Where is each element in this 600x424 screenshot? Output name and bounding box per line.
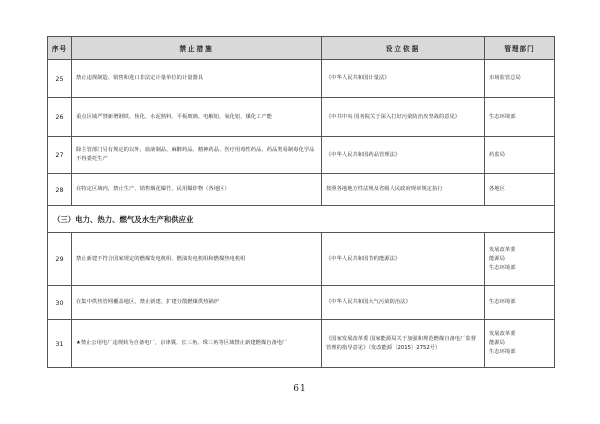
row-dept xyxy=(485,320,555,368)
row-dept: 市场监管总局 xyxy=(485,60,555,98)
table-row xyxy=(48,137,555,174)
row-number: 29 xyxy=(48,233,72,286)
section-heading-row xyxy=(48,206,555,233)
row-dept: 生态环境部 xyxy=(485,98,555,137)
table-row xyxy=(48,286,555,320)
row-number: 30 xyxy=(48,286,72,320)
header-basis: 设立依据 xyxy=(322,37,485,60)
table-row xyxy=(48,320,555,368)
section-title: （三）电力、热力、燃气及水生产和供应业 xyxy=(48,206,555,233)
row-number: 26 xyxy=(48,98,72,137)
row-measure: 在特定区域内，禁止生产、销售烟花爆竹、民用爆炸物（各地区） xyxy=(72,174,322,206)
row-dept xyxy=(485,286,555,320)
header-dept: 管理部门 xyxy=(485,37,555,60)
row-measure: ★禁止公用电厂违规转为自备电厂，京津冀、长三角、珠三角等区域禁止新建燃煤自备电厂 xyxy=(72,320,322,368)
header-no: 序号 xyxy=(48,37,72,60)
row-number: 25 xyxy=(48,60,72,98)
table-row xyxy=(48,233,555,286)
table-row xyxy=(48,98,555,137)
dept-line: 发展改革委 xyxy=(489,246,516,253)
row-dept xyxy=(485,233,555,286)
dept-line: 能源局 xyxy=(489,340,505,346)
header-measure: 禁止措施 xyxy=(72,37,322,60)
prohibition-table xyxy=(47,36,555,368)
row-number: 27 xyxy=(48,137,72,174)
row-dept: 药监局 xyxy=(485,137,555,174)
row-basis: 《中共中央 国务院关于深入打好污染防治攻坚战的意见》 xyxy=(322,98,485,137)
row-measure: 重点区域严禁新增钢铁、焦化、水泥熟料、平板玻璃、电解铝、氧化铝、煤化工产能 xyxy=(72,98,322,137)
dept-line: 发展改革委 xyxy=(489,331,516,337)
row-measure: 除主管部门另有规定的以外，血液制品、麻醉药品、精神药品、医疗用毒性药品、药品类易制毒化学品不得委托生产 xyxy=(72,137,322,174)
table-row xyxy=(48,174,555,206)
row-dept: 各地区 xyxy=(485,174,555,206)
dept-line: 生态环境部 xyxy=(489,349,516,355)
row-basis: 《中华人民共和国计量法》 xyxy=(322,60,485,98)
row-basis: 《中华人民共和国药品管理法》 xyxy=(322,137,485,174)
row-basis: 《中华人民共和国节约能源法》 xyxy=(322,233,485,286)
dept-line: 生态环境部 xyxy=(489,299,516,305)
row-measure: 禁止违规制造、销售和进口非法定计量单位的计量器具 xyxy=(72,60,322,98)
row-number: 28 xyxy=(48,174,72,206)
page-number: 61 xyxy=(293,384,307,394)
row-measure: 禁止新建不符合国家规定的燃煤发电机组、燃油发电机组和燃煤热电机组 xyxy=(72,233,322,286)
row-basis: 《中华人民共和国大气污染防治法》 xyxy=(322,286,485,320)
table-row xyxy=(48,60,555,98)
row-basis: 按照各地地方性法规及省级人民政府规章规定执行 xyxy=(322,174,485,206)
dept-line: 生态环境部 xyxy=(489,264,516,271)
row-basis: 《国家发展改革委 国家能源局关于加强和规范燃煤自备电厂监督管理的指导意见》（发改能源〔2015〕2752号） xyxy=(322,320,485,368)
row-measure: 在集中供热管网覆盖地区，禁止新建、扩建分散燃煤供热锅炉 xyxy=(72,286,322,320)
row-number: 31 xyxy=(48,320,72,368)
table-header-row xyxy=(48,37,555,60)
dept-line: 能源局 xyxy=(489,255,505,262)
